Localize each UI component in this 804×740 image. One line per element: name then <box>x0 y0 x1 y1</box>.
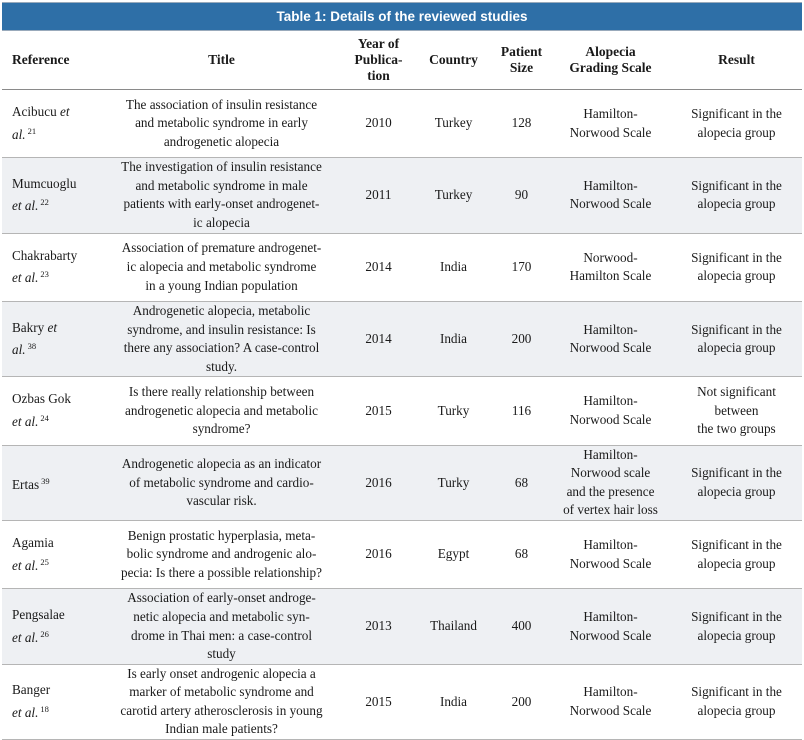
title-line: ic alopecia and metabolic syndrome <box>126 259 317 275</box>
grading-scale-cell <box>550 589 671 664</box>
grading-scale-line: Hamilton- <box>583 321 638 337</box>
country-cell: Thailand <box>414 589 493 664</box>
header-patient-line: Size <box>509 60 534 75</box>
reference-etal: et <box>59 104 70 120</box>
header-title: Title <box>100 31 343 90</box>
header-result: Result <box>671 31 802 90</box>
result-line: alopecia group <box>697 702 776 718</box>
year-cell: 2010 <box>343 90 414 158</box>
reference-number: 39 <box>41 475 50 486</box>
reference-cell <box>2 158 100 233</box>
title-line: drome in Thai men: a case-control <box>130 627 313 643</box>
reference-author: Agamia <box>12 535 54 551</box>
header-row <box>2 31 802 90</box>
table-row <box>2 445 802 520</box>
title-line: netic alopecia and metabolic syn- <box>133 608 310 624</box>
title-line: androgenetic alopecia <box>163 133 280 149</box>
table-body <box>2 90 802 740</box>
reference-etal: et al. <box>12 557 39 573</box>
result-cell <box>671 445 802 520</box>
table-row <box>2 664 802 739</box>
reference-etal: et al. <box>12 413 39 429</box>
title-line: carotid artery atherosclerosis in young <box>120 702 323 718</box>
result-cell <box>671 589 802 664</box>
patient-size-cell: 400 <box>493 589 550 664</box>
header-patient-size <box>493 31 550 90</box>
reference-etal: al. <box>12 342 26 358</box>
reference-line <box>12 337 97 360</box>
title-cell <box>100 158 343 233</box>
grading-scale-line: Norwood Scale <box>569 411 652 427</box>
patient-size-cell: 170 <box>493 233 550 301</box>
title-cell <box>100 664 343 739</box>
reference-author: Ertas <box>12 476 40 492</box>
title-line: Association of early-onset androge- <box>127 590 316 606</box>
grading-scale-line: Hamilton- <box>583 537 638 553</box>
reference-number: 23 <box>40 269 49 280</box>
year-cell: 2014 <box>343 301 414 376</box>
grading-scale-line: of vertex hair loss <box>563 502 658 518</box>
grading-scale-line: Hamilton- <box>583 608 638 624</box>
result-line: Significant in the <box>691 177 782 193</box>
title-line: The association of insulin resistance <box>125 96 318 112</box>
reference-cell <box>2 377 100 445</box>
title-line: pecia: Is there a possible relationship? <box>120 564 323 580</box>
grading-scale-cell <box>550 301 671 376</box>
result-line: Significant in the <box>691 537 782 553</box>
result-cell <box>671 377 802 445</box>
title-line: syndrome, and insulin resistance: Is <box>127 321 316 337</box>
grading-scale-cell <box>550 521 671 589</box>
country-cell: India <box>414 664 493 739</box>
year-cell: 2015 <box>343 664 414 739</box>
patient-size-cell: 68 <box>493 521 550 589</box>
title-cell <box>100 233 343 301</box>
reference-cell <box>2 301 100 376</box>
country-cell: Turkey <box>414 90 493 158</box>
grading-scale-line: Hamilton- <box>583 446 638 462</box>
reference-author: Bakry <box>12 319 48 335</box>
result-line: Significant in the <box>691 249 782 265</box>
header-reference: Reference <box>2 31 100 90</box>
title-line: patients with early-onset androgenet- <box>123 196 320 212</box>
title-line: in a young Indian population <box>145 277 298 293</box>
title-line: study. <box>205 358 238 374</box>
year-cell: 2013 <box>343 589 414 664</box>
reference-etal: al. <box>12 126 26 142</box>
grading-scale-line: and the presence <box>566 483 655 499</box>
result-cell <box>671 664 802 739</box>
result-line: Significant in the <box>691 106 782 122</box>
result-line: alopecia group <box>697 483 776 499</box>
title-line: The investigation of insulin resistance <box>121 159 322 175</box>
reference-number: 24 <box>40 412 49 423</box>
reference-line <box>12 700 97 723</box>
reference-author: Chakrabarty <box>12 247 78 263</box>
title-line: Is there really relationship between <box>128 384 315 400</box>
title-line: bolic syndrome and androgenic alo- <box>126 546 317 562</box>
reference-cell <box>2 90 100 158</box>
patient-size-cell: 128 <box>493 90 550 158</box>
patient-size-cell: 116 <box>493 377 550 445</box>
country-cell: India <box>414 233 493 301</box>
grading-scale-line: Hamilton- <box>583 393 638 409</box>
result-line: alopecia group <box>697 268 776 284</box>
grading-scale-line: Hamilton- <box>583 177 638 193</box>
reference-line <box>12 265 97 288</box>
result-line: between <box>714 402 759 418</box>
reference-line <box>12 247 97 266</box>
reference-line <box>12 534 97 553</box>
result-line: alopecia group <box>697 124 776 140</box>
reference-line <box>12 193 97 216</box>
header-year-line: Year of <box>357 36 400 51</box>
year-cell: 2011 <box>343 158 414 233</box>
reference-cell <box>2 589 100 664</box>
reference-author: Banger <box>12 682 51 698</box>
title-cell <box>100 90 343 158</box>
title-line: Indian male patients? <box>165 721 278 737</box>
country-cell: Turky <box>414 445 493 520</box>
grading-scale-cell <box>550 377 671 445</box>
reference-number: 38 <box>27 341 37 352</box>
title-line: Association of premature androgenet- <box>121 240 322 256</box>
reference-line <box>12 681 97 700</box>
header-year-line: tion <box>367 68 390 83</box>
title-line: androgenetic alopecia and metabolic <box>125 402 318 418</box>
grading-scale-line: Hamilton- <box>583 684 638 700</box>
grading-scale-line: Norwood Scale <box>569 555 652 571</box>
title-line: Benign prostatic hyperplasia, meta- <box>127 527 316 543</box>
result-line: Significant in the <box>691 608 782 624</box>
reference-line <box>12 606 97 625</box>
title-line: syndrome? <box>192 421 251 437</box>
studies-table-container <box>2 2 802 740</box>
grading-scale-line: Norwood scale <box>570 465 651 481</box>
result-cell <box>671 233 802 301</box>
result-line: alopecia group <box>697 340 776 356</box>
reference-number: 22 <box>40 197 49 208</box>
title-line: ic alopecia <box>193 215 250 231</box>
reference-cell <box>2 233 100 301</box>
title-line: study <box>207 646 236 662</box>
table-row <box>2 377 802 445</box>
result-line: alopecia group <box>697 555 776 571</box>
reference-number: 18 <box>40 703 49 714</box>
country-cell: Egypt <box>414 521 493 589</box>
title-line: Androgenetic alopecia as an indicator <box>121 455 322 471</box>
result-cell <box>671 158 802 233</box>
reference-line <box>12 175 97 194</box>
reference-etal: et <box>47 319 58 335</box>
patient-size-cell: 90 <box>493 158 550 233</box>
result-line: Not significant <box>697 384 776 400</box>
reference-etal: et al. <box>12 270 39 286</box>
grading-scale-line: Norwood Scale <box>569 196 652 212</box>
grading-scale-line: Norwood Scale <box>569 702 652 718</box>
header-year-line: Publica- <box>354 52 403 67</box>
result-cell <box>671 90 802 158</box>
grading-scale-cell <box>550 233 671 301</box>
title-cell <box>100 521 343 589</box>
title-line: and metabolic syndrome in early <box>135 115 308 131</box>
title-line: and metabolic syndrome in male <box>135 177 308 193</box>
result-line: the two groups <box>697 421 776 437</box>
result-line: alopecia group <box>697 196 776 212</box>
reference-etal: et al. <box>12 704 39 720</box>
reference-line <box>12 122 97 145</box>
grading-scale-cell <box>550 90 671 158</box>
title-cell <box>100 445 343 520</box>
grading-scale-line: Norwood Scale <box>569 627 652 643</box>
year-cell: 2016 <box>343 521 414 589</box>
reference-number: 21 <box>27 125 37 136</box>
table-row <box>2 301 802 376</box>
studies-table <box>2 31 802 740</box>
result-line: Significant in the <box>691 465 782 481</box>
year-cell: 2015 <box>343 377 414 445</box>
grading-scale-line: Norwood- <box>583 249 638 265</box>
result-line: Significant in the <box>691 684 782 700</box>
title-line: marker of metabolic syndrome and <box>129 684 314 700</box>
patient-size-cell: 68 <box>493 445 550 520</box>
header-country: Country <box>414 31 493 90</box>
title-line: vascular risk. <box>186 493 257 509</box>
reference-line <box>12 103 97 122</box>
header-grading-scale <box>550 31 671 90</box>
result-line: alopecia group <box>697 627 776 643</box>
title-cell <box>100 589 343 664</box>
grading-scale-line: Norwood Scale <box>569 340 652 356</box>
header-patient-line: Patient <box>500 44 543 59</box>
title-line: of metabolic syndrome and cardio- <box>129 474 314 490</box>
table-row <box>2 521 802 589</box>
reference-line <box>12 625 97 648</box>
reference-author: Pengsalae <box>12 606 65 622</box>
reference-cell <box>2 521 100 589</box>
table-row <box>2 589 802 664</box>
header-scale-line: Alopecia <box>585 44 636 59</box>
grading-scale-cell <box>550 158 671 233</box>
table-caption: Table 1: Details of the reviewed studies <box>2 2 802 31</box>
table-row <box>2 233 802 301</box>
grading-scale-line: Hamilton Scale <box>569 268 652 284</box>
title-line: there any association? A case-control <box>123 340 320 356</box>
country-cell: Turkey <box>414 158 493 233</box>
reference-line <box>12 319 97 338</box>
grading-scale-cell <box>550 664 671 739</box>
result-cell <box>671 521 802 589</box>
title-line: Androgenetic alopecia, metabolic <box>132 302 311 318</box>
patient-size-cell: 200 <box>493 301 550 376</box>
reference-author: Acibucu <box>12 104 60 120</box>
grading-scale-cell <box>550 445 671 520</box>
title-line: Is early onset androgenic alopecia a <box>127 665 316 681</box>
grading-scale-line: Hamilton- <box>583 106 638 122</box>
reference-line <box>12 409 97 432</box>
year-cell: 2014 <box>343 233 414 301</box>
reference-line <box>12 553 97 576</box>
header-scale-line: Grading Scale <box>569 60 652 75</box>
grading-scale-line: Norwood Scale <box>569 124 652 140</box>
header-year <box>343 31 414 90</box>
reference-cell <box>2 445 100 520</box>
reference-line <box>12 390 97 409</box>
result-line: Significant in the <box>691 321 782 337</box>
table-row <box>2 158 802 233</box>
title-cell <box>100 301 343 376</box>
table-row <box>2 90 802 158</box>
patient-size-cell: 200 <box>493 664 550 739</box>
reference-etal: et al. <box>12 629 39 645</box>
year-cell: 2016 <box>343 445 414 520</box>
reference-etal: et al. <box>12 198 39 214</box>
result-cell <box>671 301 802 376</box>
reference-author: Mumcuoglu <box>12 175 77 191</box>
country-cell: India <box>414 301 493 376</box>
reference-number: 26 <box>40 628 49 639</box>
title-cell <box>100 377 343 445</box>
reference-author: Ozbas Gok <box>12 391 71 407</box>
reference-cell <box>2 664 100 739</box>
country-cell: Turky <box>414 377 493 445</box>
reference-number: 25 <box>40 556 49 567</box>
